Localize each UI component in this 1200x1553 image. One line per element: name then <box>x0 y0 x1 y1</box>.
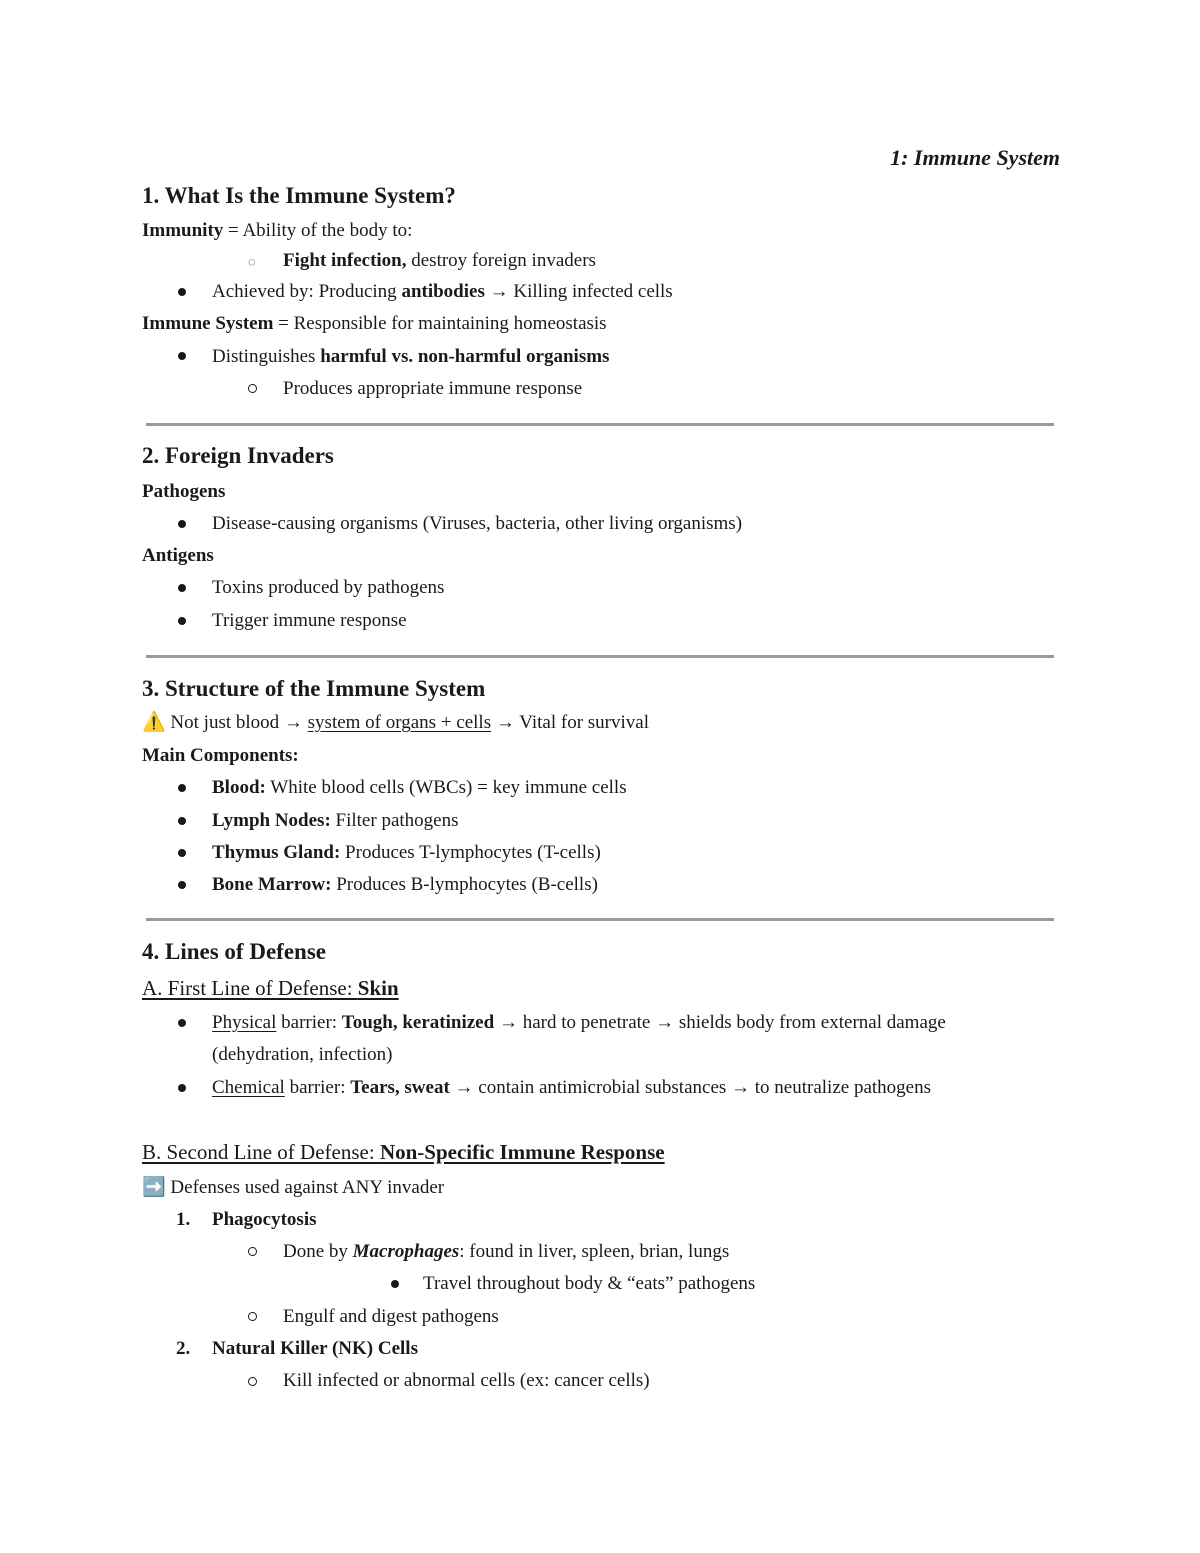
main-components-label: Main Components: <box>142 745 299 766</box>
macrophages-item <box>283 1242 729 1261</box>
immune-response-item: Produces appropriate immune response <box>283 378 583 399</box>
macrophages-text: : found in liver, spleen, brian, lungs <box>459 1241 730 1262</box>
circle-bullet-icon <box>248 1312 257 1321</box>
bullet-icon <box>178 1084 186 1092</box>
achieved-by-item <box>212 282 673 301</box>
chemical-barrier-item <box>212 1078 931 1097</box>
barrier-text: barrier: <box>284 1077 351 1098</box>
bullet-icon <box>178 784 186 792</box>
bullet-icon <box>178 352 186 360</box>
component-label: Lymph Nodes: <box>212 810 331 831</box>
any-invader-note <box>142 1178 444 1197</box>
physical-term: Physical <box>212 1012 277 1033</box>
macrophages-term: Macrophages <box>352 1241 460 1262</box>
warning-icon: ⚠️ <box>142 712 166 733</box>
section-divider <box>146 423 1054 426</box>
component-text: Produces B-lymphocytes (B-cells) <box>331 874 598 895</box>
section-4-heading: 4. Lines of Defense <box>142 939 326 964</box>
circle-bullet-icon <box>248 1247 257 1256</box>
note-text: Not just blood → <box>165 712 308 733</box>
non-specific-term: Non-Specific Immune Response <box>379 1140 665 1164</box>
fight-infection-term: Fight infection, <box>283 250 407 271</box>
achieved-by-text: Achieved by: Producing <box>212 281 402 302</box>
antigens-item: Trigger immune response <box>212 610 407 631</box>
circle-bullet-icon <box>248 384 257 393</box>
harmful-organisms-term: harmful vs. non-harmful organisms <box>320 346 610 367</box>
right-arrow-icon: ➡️ <box>142 1177 166 1198</box>
structure-note <box>142 713 649 732</box>
antigens-item: Toxins produced by pathogens <box>212 577 445 598</box>
second-line-heading <box>142 1142 665 1163</box>
done-by-text: Done by <box>283 1241 353 1262</box>
chemical-barrier-text: → contain antimicrobial substances → to neutralize pathogens <box>449 1077 931 1098</box>
document-title: 1: Immune System <box>890 145 1060 170</box>
section-3-heading: 3. Structure of the Immune System <box>142 676 486 701</box>
antibodies-term: antibodies <box>401 281 485 302</box>
bullet-icon <box>178 584 186 592</box>
any-invader-text: Defenses used against ANY invader <box>165 1177 445 1198</box>
component-text: White blood cells (WBCs) = key immune cells <box>265 777 627 798</box>
immune-system-text: = Responsible for maintaining homeostasis <box>273 313 607 334</box>
bullet-icon <box>391 1280 399 1288</box>
bullet-icon <box>178 849 186 857</box>
list-number: 1. <box>176 1209 191 1230</box>
physical-barrier-text: → hard to penetrate → shields body from external damage <box>494 1012 946 1033</box>
dotted-circle-bullet-icon: ◌ <box>248 254 256 269</box>
component-text: Filter pathogens <box>330 810 459 831</box>
component-text: Produces T-lymphocytes (T-cells) <box>340 842 601 863</box>
bullet-icon <box>178 617 186 625</box>
bullet-icon <box>178 1019 186 1027</box>
tough-keratinized-term: Tough, keratinized <box>341 1012 495 1033</box>
component-item <box>212 843 601 862</box>
immunity-text: = Ability of the body to: <box>223 220 413 241</box>
component-label: Bone Marrow: <box>212 874 332 895</box>
component-label: Blood: <box>212 777 266 798</box>
bullet-icon <box>178 288 186 296</box>
immunity-term: Immunity <box>142 220 224 241</box>
distinguishes-item <box>212 347 609 366</box>
component-item <box>212 811 458 830</box>
tears-sweat-term: Tears, sweat <box>350 1077 450 1098</box>
physical-barrier-item <box>212 1013 946 1032</box>
section-1-heading: 1. What Is the Immune System? <box>142 183 456 208</box>
section-2-heading: 2. Foreign Invaders <box>142 443 334 468</box>
section-divider <box>146 655 1054 658</box>
engulf-item: Engulf and digest pathogens <box>283 1306 499 1327</box>
killing-cells-text: → Killing infected cells <box>484 281 673 302</box>
phagocytosis-label: Phagocytosis <box>212 1209 317 1230</box>
pathogens-label: Pathogens <box>142 481 226 502</box>
section-divider <box>146 918 1054 921</box>
skin-term: Skin <box>357 976 399 1000</box>
antigens-label: Antigens <box>142 545 214 566</box>
barrier-text: barrier: <box>276 1012 342 1033</box>
component-label: Thymus Gland: <box>212 842 341 863</box>
vital-text: → Vital for survival <box>491 712 649 733</box>
first-line-prefix: A. First Line of Defense: <box>142 976 358 1000</box>
component-item <box>212 875 598 894</box>
bullet-icon <box>178 520 186 528</box>
organs-cells-text: system of organs + cells <box>307 712 492 733</box>
component-item <box>212 778 627 797</box>
nk-cells-label: Natural Killer (NK) Cells <box>212 1338 418 1359</box>
chemical-term: Chemical <box>212 1077 285 1098</box>
nk-cells-item: Kill infected or abnormal cells (ex: cancer cells) <box>283 1370 650 1391</box>
circle-bullet-icon <box>248 1377 257 1386</box>
physical-barrier-continuation: (dehydration, infection) <box>212 1044 393 1065</box>
pathogens-item: Disease-causing organisms (Viruses, bacteria, other living organisms) <box>212 513 743 534</box>
fight-infection-item <box>283 251 596 270</box>
bullet-icon <box>178 817 186 825</box>
immunity-definition <box>142 221 412 240</box>
travel-item: Travel throughout body & “eats” pathogens <box>423 1273 756 1294</box>
fight-infection-text: destroy foreign invaders <box>406 250 596 271</box>
distinguishes-text: Distinguishes <box>212 346 321 367</box>
list-number: 2. <box>176 1338 191 1359</box>
first-line-heading <box>142 978 399 999</box>
bullet-icon <box>178 881 186 889</box>
immune-system-definition <box>142 314 607 333</box>
immune-system-term: Immune System <box>142 313 274 334</box>
second-line-prefix: B. Second Line of Defense: <box>142 1140 380 1164</box>
